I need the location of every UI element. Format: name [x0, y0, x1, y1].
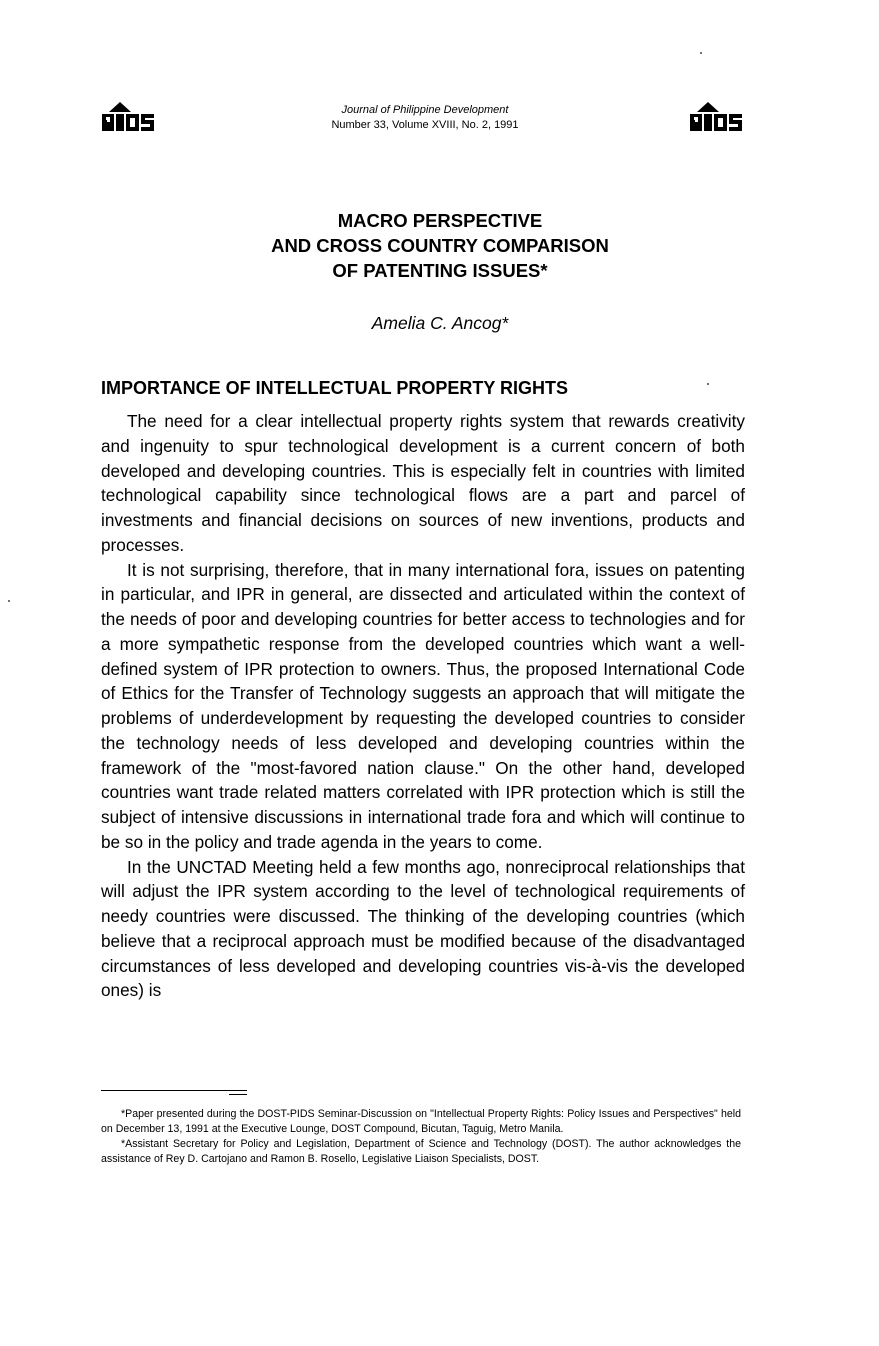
section-heading: IMPORTANCE OF INTELLECTUAL PROPERTY RIGHTS	[101, 378, 569, 398]
footnote: *Assistant Secretary for Policy and Legislation, Department of Science and Technology (DOST). The author acknowledges the assistance of Rey D. Cartojano and Ramon B. Rosello, Legislative Liaison Specialists, DOST.	[101, 1138, 741, 1165]
scan-speck	[707, 383, 709, 385]
issue-info: Number 33, Volume XVIII, No. 2, 1991	[331, 119, 519, 131]
author-name: Amelia C. Ancog*	[371, 313, 509, 333]
body-paragraph: It is not surprising, therefore, that in many international fora, issues on patenting in particular, and IPR in general, are dissected and articulated within the context of the needs of poor and developing countries for better access to technologies and for a more sympathetic response from the developed countries which want a well-defined system of IPR protection to owners. Thus, the proposed International Code of Ethics for the Transfer of Technology suggests an approach that will mitigate the problems of underdevelopment by requesting the developed countries to consider the technology needs of less developed and developing countries within the framework of the "most-favored nation clause." On the other hand, developed countries want trade related matters correlated with IPR protection which is still the subject of intensive discussions in international trade fora and which will continue to be so in the policy and trade agenda in the years to come.	[101, 559, 745, 852]
footnotes	[101, 1107, 741, 1167]
scan-speck	[700, 52, 702, 54]
journal-header	[300, 103, 550, 133]
body-paragraph: The need for a clear intellectual property rights system that rewards creativity and ingenuity to spur technological development is a current concern of both developed and developing countries. This is especially felt in countries with limited technological capability since technological flows are a part and parcel of investments and financial decisions on sources of new inventions, products and processes.	[101, 411, 745, 555]
journal-name: Journal of Philippine Development	[341, 104, 509, 116]
footnote-rule-tick	[229, 1094, 247, 1095]
scan-speck	[8, 600, 10, 602]
footnote-rule	[101, 1090, 247, 1091]
footnote: *Paper presented during the DOST-PIDS Seminar-Discussion on "Intellectual Property Rights: Policy Issues and Perspectives" held on December 13, 1991 at the Executive Lounge, DOST Compound, Bicutan, Taguig, Metro Manila.	[101, 1108, 741, 1135]
title-line: AND CROSS COUNTRY COMPARISON	[271, 235, 609, 256]
body-paragraph: In the UNCTAD Meeting held a few months ago, nonreciprocal relationships that will adjust the IPR system according to the level of technological requirements of needy countries were discussed. The thinking of the developing countries (which believe that a reciprocal approach must be modified because of the disadvantaged circumstances of less developed and developing countries vis-à-vis the developed ones) is	[101, 856, 745, 1001]
title-line: OF PATENTING ISSUES*	[332, 260, 548, 281]
pids-logo-left	[100, 100, 162, 140]
article-body	[101, 409, 745, 1003]
pids-logo-right	[688, 100, 750, 140]
title-line: MACRO PERSPECTIVE	[337, 210, 543, 231]
article-title	[150, 208, 730, 283]
